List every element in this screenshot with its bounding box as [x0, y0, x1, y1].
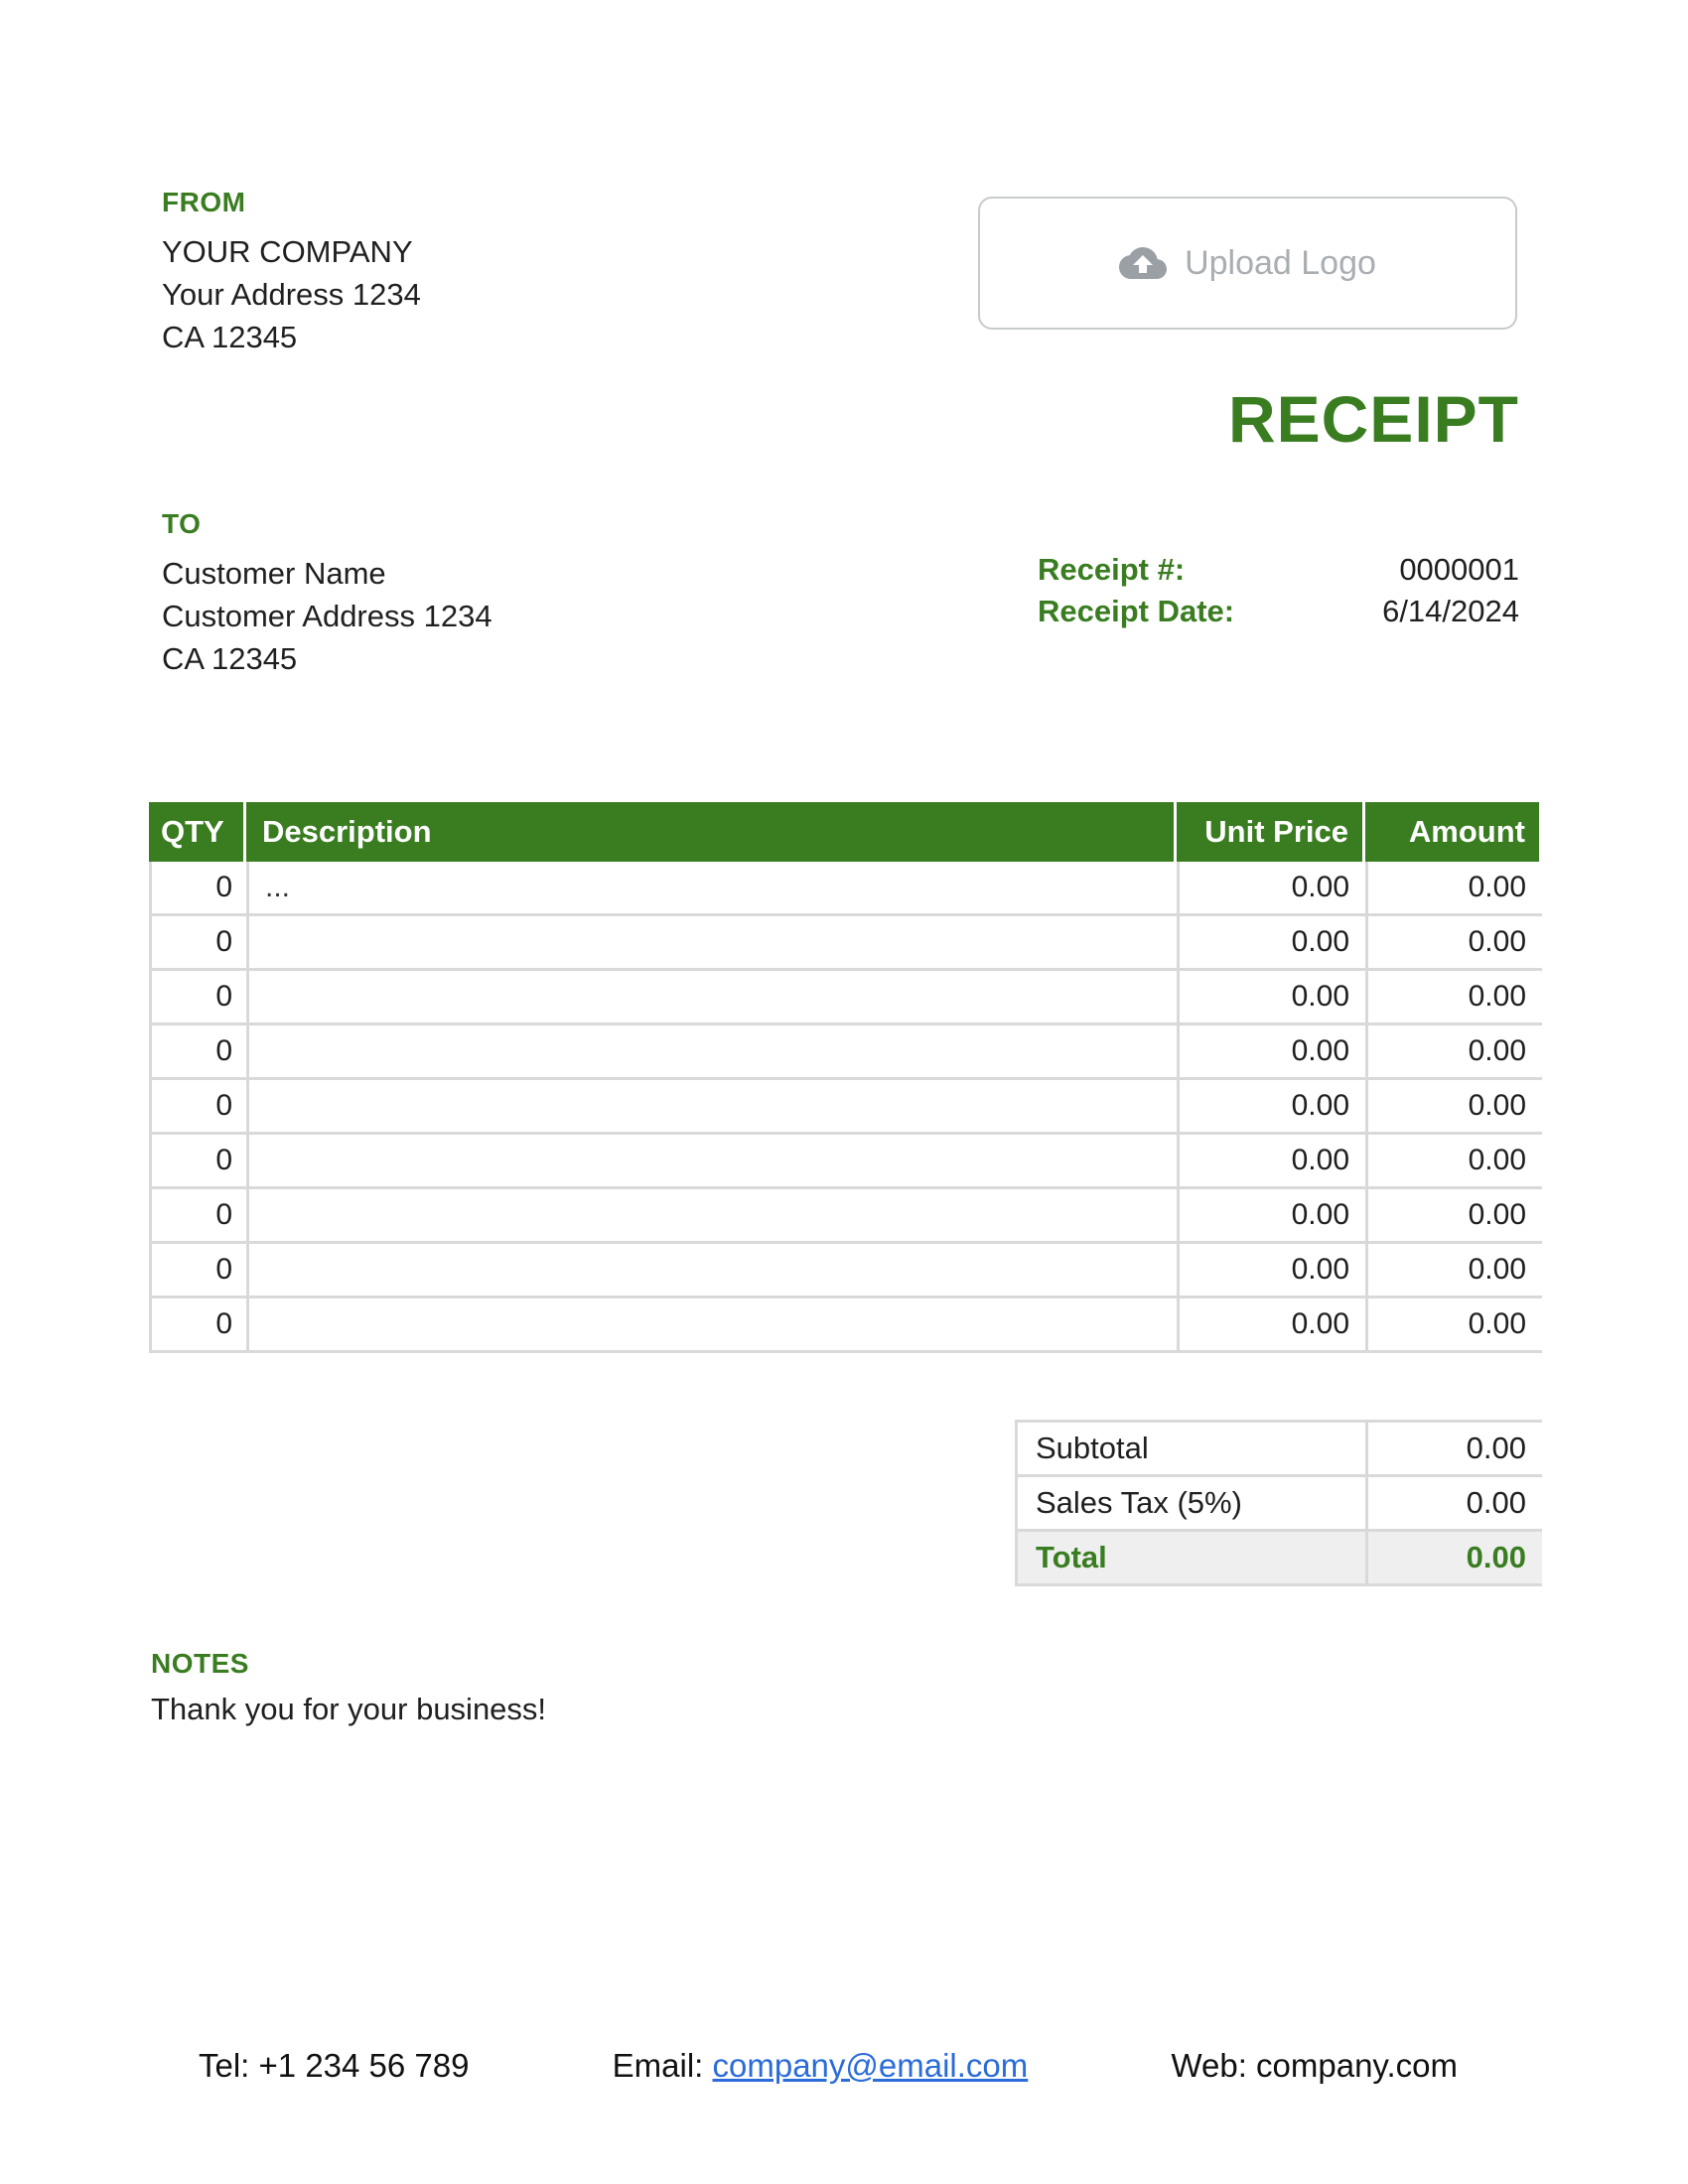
cloud-upload-icon	[1119, 245, 1167, 281]
items-table	[149, 802, 1542, 1353]
qty-cell[interactable]: 0	[152, 1189, 246, 1241]
totals-box	[1015, 1420, 1542, 1586]
total-label: Total	[1018, 1532, 1365, 1583]
from-label: FROM	[162, 187, 246, 217]
notes-text: Thank you for your business!	[151, 1692, 547, 1726]
customer-city: CA 12345	[162, 641, 298, 676]
receipt-number-label: Receipt #:	[1038, 552, 1186, 587]
notes-label: NOTES	[151, 1648, 249, 1679]
sales-tax-label: Sales Tax (5%)	[1018, 1477, 1365, 1529]
amount-cell[interactable]: 0.00	[1368, 1025, 1542, 1077]
from-company: YOUR COMPANY	[162, 234, 413, 269]
customer-name: Customer Name	[162, 556, 386, 591]
description-cell[interactable]	[249, 1244, 1177, 1296]
amount-cell[interactable]: 0.00	[1368, 862, 1542, 913]
total-value: 0.00	[1368, 1532, 1542, 1583]
amount-cell[interactable]: 0.00	[1368, 1244, 1542, 1296]
qty-cell[interactable]: 0	[152, 1298, 246, 1350]
notes-block	[151, 1648, 546, 1727]
qty-cell[interactable]: 0	[152, 971, 246, 1023]
receipt-date-row	[1038, 594, 1519, 635]
items-table-body	[149, 862, 1542, 1353]
amount-cell[interactable]: 0.00	[1368, 1135, 1542, 1186]
footer-email-label: Email:	[612, 2047, 713, 2084]
unit-price-cell[interactable]: 0.00	[1180, 1298, 1365, 1350]
unit-price-cell[interactable]: 0.00	[1180, 971, 1365, 1023]
footer	[199, 2047, 1458, 2085]
amount-cell[interactable]: 0.00	[1368, 1080, 1542, 1132]
receipt-number-value: 0000001	[1399, 552, 1519, 587]
qty-cell[interactable]: 0	[152, 1080, 246, 1132]
amount-cell[interactable]: 0.00	[1368, 1298, 1542, 1350]
customer-address: Customer Address 1234	[162, 599, 492, 633]
items-table-header	[149, 802, 1542, 862]
to-label: TO	[162, 508, 202, 539]
page-title: RECEIPT	[1227, 382, 1519, 456]
qty-header: QTY	[149, 802, 243, 862]
from-block	[162, 187, 421, 358]
description-header: Description	[246, 802, 1174, 862]
unit-price-cell[interactable]: 0.00	[1180, 1244, 1365, 1296]
from-city: CA 12345	[162, 320, 298, 354]
unit-price-cell[interactable]: 0.00	[1180, 1025, 1365, 1077]
amount-header: Amount	[1365, 802, 1539, 862]
description-cell[interactable]	[249, 1298, 1177, 1350]
description-cell[interactable]	[249, 1080, 1177, 1132]
unit-price-cell[interactable]: 0.00	[1180, 1080, 1365, 1132]
receipt-meta	[1038, 552, 1519, 635]
qty-cell[interactable]: 0	[152, 1025, 246, 1077]
sales-tax-value: 0.00	[1368, 1477, 1542, 1529]
upload-logo-label: Upload Logo	[1185, 243, 1376, 282]
description-cell[interactable]	[249, 1025, 1177, 1077]
description-cell[interactable]	[249, 916, 1177, 968]
description-cell[interactable]	[249, 1189, 1177, 1241]
unit-price-cell[interactable]: 0.00	[1180, 916, 1365, 968]
unit-price-header: Unit Price	[1177, 802, 1362, 862]
footer-tel: Tel: +1 234 56 789	[199, 2047, 470, 2084]
receipt-date-label: Receipt Date:	[1038, 594, 1235, 628]
description-cell[interactable]	[249, 971, 1177, 1023]
receipt-date-value: 6/14/2024	[1382, 594, 1519, 628]
qty-cell[interactable]: 0	[152, 1135, 246, 1186]
subtotal-value: 0.00	[1368, 1423, 1542, 1474]
footer-web: Web: company.com	[1171, 2047, 1458, 2084]
unit-price-cell[interactable]: 0.00	[1180, 1189, 1365, 1241]
amount-cell[interactable]: 0.00	[1368, 971, 1542, 1023]
footer-email	[613, 2047, 1029, 2085]
amount-cell[interactable]: 0.00	[1368, 916, 1542, 968]
unit-price-cell[interactable]: 0.00	[1180, 1135, 1365, 1186]
amount-cell[interactable]: 0.00	[1368, 1189, 1542, 1241]
qty-cell[interactable]: 0	[152, 862, 246, 913]
qty-cell[interactable]: 0	[152, 1244, 246, 1296]
unit-price-cell[interactable]: 0.00	[1180, 862, 1365, 913]
upload-logo-button[interactable]	[978, 197, 1517, 330]
description-cell[interactable]: ...	[249, 862, 1177, 913]
qty-cell[interactable]: 0	[152, 916, 246, 968]
subtotal-label: Subtotal	[1018, 1423, 1365, 1474]
description-cell[interactable]	[249, 1135, 1177, 1186]
to-block	[162, 508, 492, 680]
from-address: Your Address 1234	[162, 277, 421, 312]
footer-email-link[interactable]: company@email.com	[712, 2047, 1029, 2084]
receipt-number-row	[1038, 552, 1519, 594]
